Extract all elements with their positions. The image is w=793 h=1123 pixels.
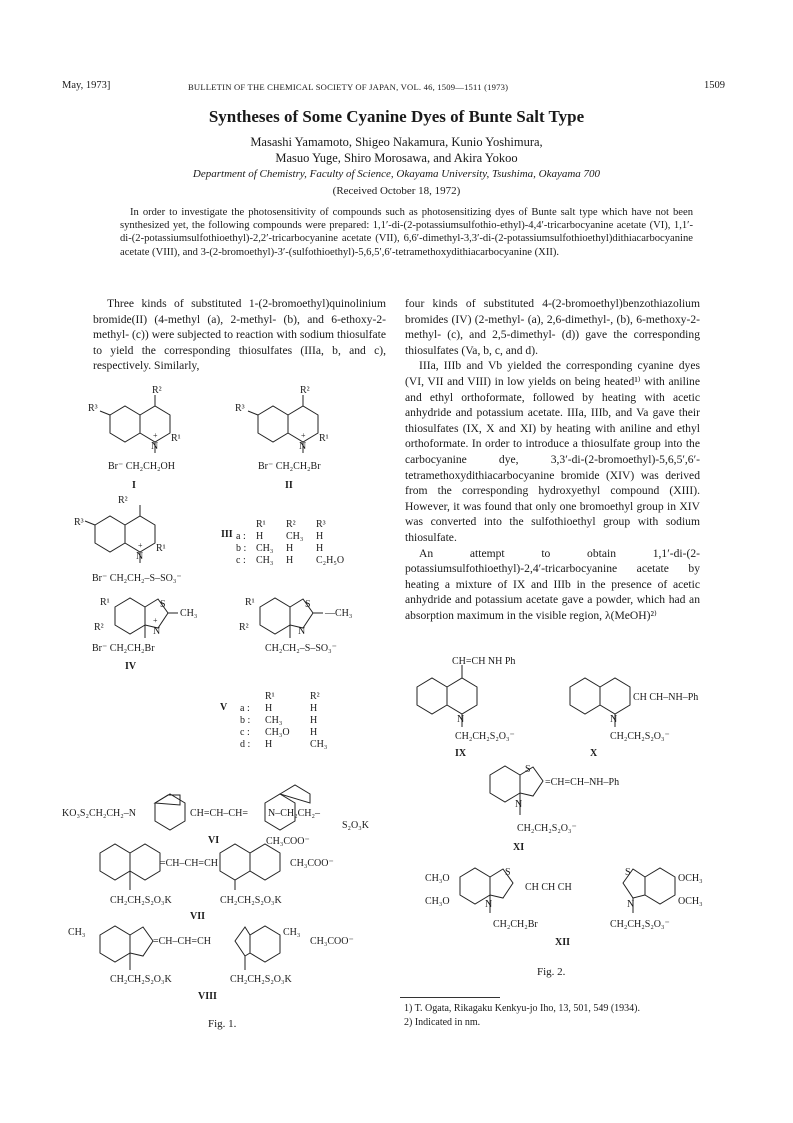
figure-1-structures (62, 385, 400, 1010)
struct-III-substituent: Br⁻ CH₂CH₂–S–SO₃⁻ (92, 573, 182, 584)
svg-text:R¹: R¹ (171, 433, 181, 444)
table-V-cell: CH₃ (265, 715, 283, 726)
table-V-cell: c : (240, 727, 250, 738)
figure-2-caption: Fig. 2. (537, 966, 566, 978)
svg-text:+: + (301, 431, 306, 440)
IX-top: CH=CH NH Ph (452, 656, 516, 667)
svg-text:N: N (151, 441, 159, 452)
svg-text:S: S (160, 599, 166, 610)
footnote-number: 1) (404, 1003, 413, 1014)
table-V-cell: H (310, 703, 318, 714)
XII-chain: CH CH CH (525, 882, 572, 893)
page-number: 1509 (704, 80, 725, 91)
table-III-cell: H (286, 555, 294, 566)
svg-text:R¹: R¹ (319, 433, 329, 444)
svg-text:R²: R² (94, 622, 104, 633)
figure-2-structures (405, 655, 705, 960)
table-III-cell: a : (236, 531, 246, 542)
struct-V-substituent: CH₂CH₂–S–SO₃⁻ (265, 643, 337, 654)
table-V-cell: H (265, 703, 273, 714)
VIII-anion: CH₃COO⁻ (310, 936, 354, 947)
VIII-ch3-right: CH₃ (283, 927, 301, 938)
IX-sub: CH₂CH₂S₂O₃⁻ (455, 731, 515, 742)
svg-text:S: S (505, 867, 511, 878)
svg-text:R¹: R¹ (245, 597, 255, 608)
label-I: I (132, 480, 136, 491)
VI-chain: CH=CH–CH= (190, 808, 248, 819)
svg-text:R²: R² (118, 495, 128, 506)
VII-sub-1: CH₂CH₂S₂O₃K (110, 895, 172, 906)
struct-II-substituent: Br⁻ CH₂CH₂Br (258, 461, 321, 472)
svg-text:N: N (627, 899, 635, 910)
struct-I-substituent: Br⁻ CH₂CH₂OH (108, 461, 175, 472)
VI-anion: CH₃COO⁻ (266, 836, 310, 847)
VI-left-group: KO₃S₂CH₂CH₂–N (62, 808, 136, 819)
svg-text:—CH₃: —CH₃ (325, 608, 353, 619)
table-V-cell: a : (240, 703, 250, 714)
table-III-cell: b : (236, 543, 247, 554)
label-IX: IX (455, 748, 467, 759)
label-XII: XII (555, 937, 571, 948)
footnote-rule (400, 997, 500, 998)
body-paragraph: IIIa, IIIb and Vb yielded the corresponding cyanine dyes (VI, VII and VIII) in low yields on being heated¹⁾ with aniline and ethyl orthoformate, followed by heating with acetic anhydride and potassium acetate. IIIa, IIIb, and Va gave their thiosulfates (IX, X and XI) by heating with aniline and ethyl orthoformate. In order to introduce a thiosulfate group into the carbocyanine dye, 3,3′-di-(2-bromoethyl)-5,6,5′,6′-tetramethoxydithiacarbocyanine bromide (XIV) was derived from the corresponding hydroxyethyl compound (XIII). However, it was found that only one bromoethyl group in XIV was converted into the sulfothioethyl group with sodium thiosulfate. (405, 359, 700, 544)
svg-text:R³: R³ (88, 403, 98, 414)
label-VI: VI (208, 835, 220, 846)
table-V-cell: H (265, 739, 273, 750)
table-V-cell: CH₃ (310, 739, 328, 750)
label-II: II (285, 480, 293, 491)
label-IV: IV (125, 661, 137, 672)
author-line-2: Masuo Yuge, Shiro Morosawa, and Akira Yokoo (275, 151, 518, 165)
svg-text:R²: R² (152, 385, 162, 396)
table-III-h2: R² (286, 519, 296, 530)
svg-text:+: + (138, 541, 143, 550)
table-III-h3: R³ (316, 519, 326, 530)
XII-sub-2: CH₂CH₂S₂O₃⁻ (610, 919, 670, 930)
table-V-h1: R¹ (265, 691, 275, 702)
running-header-journal: BULLETIN OF THE CHEMICAL SOCIETY OF JAPAN, VOL. 46, 1509—1511 (1973) (188, 82, 509, 92)
svg-text:N: N (610, 714, 618, 725)
svg-text:N: N (515, 799, 523, 810)
svg-text:N: N (136, 551, 144, 562)
table-III-cell: H (316, 543, 324, 554)
X-chain: CH CH–NH–Ph (633, 692, 699, 703)
affiliation: Department of Chemistry, Faculty of Science, Okayama University, Tsushima, Okayama 700 (192, 168, 601, 180)
svg-text:S: S (625, 867, 631, 878)
svg-text:R³: R³ (74, 517, 84, 528)
table-V-cell: H (310, 715, 318, 726)
svg-text:R³: R³ (235, 403, 245, 414)
label-VII: VII (190, 911, 206, 922)
svg-text:+: + (153, 431, 158, 440)
table-V-cell: b : (240, 715, 251, 726)
footnote-number: 2) (404, 1017, 413, 1028)
table-III-cell: CH₃ (286, 531, 304, 542)
XII-methoxy: CH₃O (425, 873, 450, 884)
received-date: (Received October 18, 1972) (332, 185, 461, 197)
VIII-ch3-left: CH₃ (68, 927, 86, 938)
struct-IV-substituent: Br⁻ CH₂CH₂Br (92, 643, 155, 654)
svg-text:R¹: R¹ (156, 543, 166, 554)
svg-text:+: + (153, 616, 158, 625)
VI-right-group-2: S₂O₃K (342, 820, 369, 831)
label-XI: XI (513, 842, 525, 853)
XI-sub: CH₂CH₂S₂O₃⁻ (517, 823, 577, 834)
label-III: III (221, 529, 233, 540)
footnote-text: Indicated in nm. (414, 1017, 481, 1028)
VII-chain: =CH–CH=CH (160, 858, 218, 869)
body-paragraph: four kinds of substituted 4-(2-bromoethyl)benzothiazolium bromides (IV) (2-methyl- (a), 2,6-dimethyl-, (b), 6-methoxy-2-methyl- (c), and 2,5-dimethyl- (d)) gave the corresponding thiosulfates (Va, b, c, and d). (405, 297, 700, 357)
label-VIII: VIII (198, 991, 217, 1002)
svg-text:N: N (299, 441, 307, 452)
XI-chain: =CH=CH–NH–Ph (545, 777, 620, 788)
label-X: X (590, 748, 598, 759)
paper-title: Syntheses of Some Cyanine Dyes of Bunte Salt Type (208, 107, 585, 126)
table-III-h1: R¹ (256, 519, 266, 530)
table-III-cell: C₂H₅O (316, 555, 345, 566)
svg-text:S: S (525, 764, 531, 775)
VII-anion: CH₃COO⁻ (290, 858, 334, 869)
table-V-cell: CH₃O (265, 727, 290, 738)
X-sub: CH₂CH₂S₂O₃⁻ (610, 731, 670, 742)
table-III-cell: c : (236, 555, 246, 566)
svg-text:R²: R² (239, 622, 249, 633)
XII-methoxy: OCH₃ (678, 873, 703, 884)
XII-methoxy: OCH₃ (678, 896, 703, 907)
table-III-cell: CH₃ (256, 555, 274, 566)
XII-methoxy: CH₃O (425, 896, 450, 907)
table-V-cell: d : (240, 739, 251, 750)
running-header-left: May, 1973] (62, 80, 111, 91)
svg-text:N: N (457, 714, 465, 725)
svg-text:R²: R² (300, 385, 310, 396)
body-column-right (405, 296, 700, 623)
body-paragraph: Three kinds of substituted 1-(2-bromoethyl)quinolinium bromide(II) (4-methyl (a), 2-methyl- (b), and 6-ethoxy-2-methyl- (c)) were subjected to reaction with sodium thiosulfate to yield the corresponding thiosulfates (IIIa, b, and c), respectively. Similarly, (93, 297, 386, 373)
svg-text:CH₃: CH₃ (180, 608, 198, 619)
svg-text:S: S (305, 599, 311, 610)
footnote-text: T. Ogata, Rikagaku Kenkyu-jo Iho, 13, 501, 549 (1934). (414, 1003, 640, 1014)
svg-text:N: N (153, 626, 161, 637)
VII-sub-2: CH₂CH₂S₂O₃K (220, 895, 282, 906)
abstract (120, 206, 693, 259)
VIII-sub-1: CH₂CH₂S₂O₃K (110, 974, 172, 985)
svg-text:N: N (298, 626, 306, 637)
VIII-chain: =CH–CH=CH (153, 936, 211, 947)
abstract-text: In order to investigate the photosensitivity of compounds such as photosensitizing dyes of Bunte salt type which have not been synthesized yet, the following compounds were prepared: 1,1′-di-(2-potassiumsulfothio-ethyl)-4,4′-tricarbocyanine acetate (VI), 1,1′-di-(2-potassiumsulfothioethyl)-2,2′-tricarbocyanine acetate (VII), 6,6′-dimethyl-3,3′-di-(2-potassiumsulfothioethyl)dithiacarbocyanine acetate (VIII), and 3-(2-bromoethyl)-3′-(sulfothioethyl)-5,6,5′,6′-tetramethoxydithiacarbocyanine (XII). (120, 207, 693, 258)
VIII-sub-2: CH₂CH₂S₂O₃K (230, 974, 292, 985)
VI-right-group: N–CH₂CH₂– (268, 808, 320, 819)
figure-1-caption: Fig. 1. (208, 1018, 237, 1030)
table-III-cell: CH₃ (256, 543, 274, 554)
footnote-2 (404, 1017, 480, 1028)
body-column-left (93, 296, 386, 374)
author-line-1: Masashi Yamamoto, Shigeo Nakamura, Kunio Yoshimura, (250, 135, 543, 149)
svg-text:N: N (485, 899, 493, 910)
XII-sub-1: CH₂CH₂Br (493, 919, 538, 930)
svg-text:R¹: R¹ (100, 597, 110, 608)
table-III-cell: H (256, 531, 264, 542)
table-III-cell: H (286, 543, 294, 554)
table-III-cell: H (316, 531, 324, 542)
footnote-1 (404, 1003, 640, 1014)
table-V-h2: R² (310, 691, 320, 702)
label-V: V (220, 702, 228, 713)
table-V-cell: H (310, 727, 318, 738)
body-paragraph: An attempt to obtain 1,1′-di-(2-potassiumsulfothioethyl)-2,4′-tricarbocyanine acetate by heating a mixture of IX and IIIb in the presence of acetic anhydride and potassium acetate gave a powder, which had an absorption maximum in the visible region, λ(MeOH)²⁾ (405, 546, 700, 622)
